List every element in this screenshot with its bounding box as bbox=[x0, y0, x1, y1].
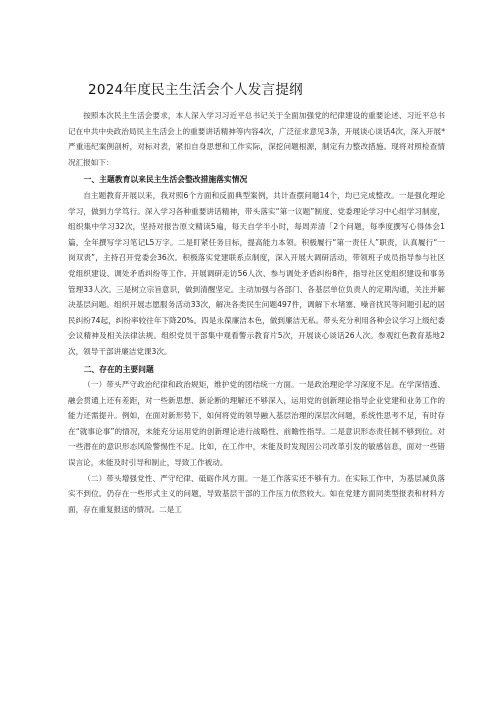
section-2-paragraph-2: （二）带头增强党性、严守纪律、砥砺作风方面。一是工作落实还不够有力。在实际工作中，为基层减负落实不到位。仍存在一些形式主义的问题，导致基层干部的工作压力依然较大。如在党建方面同类型报表和材料方面，存在重复报送的情况。二是工 bbox=[68, 473, 445, 514]
section-2-paragraph-1: （一）带头严守政治纪律和政治规矩，维护党的团结统一方面。一是政治理论学习深度不足。在学深悟透、融会贯通上还有差距，对一些新思想、新论断的理解还不够深入，运用党的创新理论指导企业党建和业务工作的能力还需提升。例如，在面对新形势下，如何将党的领导融入基层治理的深层次问题，系统性思考不足，有时存在“就事论事”的情况，未能充分运用党的创新理论进行战略性、前瞻性指导。二是意识形态责任制不够到位。对一些潜在的意识形态风险警惕性不足。比如，在工作中，未能及时发现因公司改革引发的敏感信息，面对一些错误言论，未能及时引导和制止，导致工作被动。 bbox=[68, 380, 445, 468]
section-1-paragraph: 自主题教育开展以来，我对照6个方面和反面典型案例，共计查摆问题14个，均已完成整改。一是强化理论学习，做到力学笃行。深入学习各种重要讲话精神，带头落实“第一议题”制度、党委理论学习中心组学习制度，组织集中学习32次，坚持对报告原文精读5遍，每天自学半小时，每周弄清「2个问题，每季度撰写心得体会1篇，全年撰写学习笔记L5万字。二是盯紧任务目标，提高能力本领。积极履行“第一责任人”职责，认真履行“一岗双责”，主持召开党委会36次。积极落实党建联系点制度，深入开展大调研活动，带领班子成员指导参与社区党组织建设、调处矛盾纠纷等工作。开展调研走访56人次、参与调处矛盾纠纷8件，指导社区党组织建设和事务管理33人次。三是树立宗旨意识，做到清醒坚定。主动加强与各部门、各基层单位负责人的定期沟通，关注并解决基层问题。组织开展志愿服务活动33次，解决各类民生问题497件，调解下水堵塞、噪音扰民等问题引起的居民纠纷74起，纠纷率较往年下降20%。四是永葆廉洁本色，做到廉洁无私。带头充分利用各种会议学习上级纪委会议精神及相关法律法规。组织党员干部集中观看警示教育片5次，开展谈心谈话26人次。参观红色教育基地2次，领导干部讲廉洁党课3次。 bbox=[68, 190, 445, 356]
section-heading-1: 一、主题教育以来民主生活会整改措施落实情况 bbox=[83, 175, 248, 185]
section-heading-2: 二、存在的主要问题 bbox=[83, 364, 154, 374]
document-title: 2024年度民主生活会个人发言提纲 bbox=[88, 82, 303, 98]
intro-paragraph: 按照本次民主生活会要求，本人深入学习习近平总书记关于全面加强党的纪律建设的重要论述、习近平总书记在中共中央政治局民主生活会上的重要讲话精神等内容4次，广泛征求意见3条，开展谈心谈话4次，深入开展*严重违纪案例剖析，对标对表，紧扣自身思想和工作实际，深挖问题根源，制定有力整改措施。现将对照检查情况汇报如下： bbox=[68, 111, 445, 167]
